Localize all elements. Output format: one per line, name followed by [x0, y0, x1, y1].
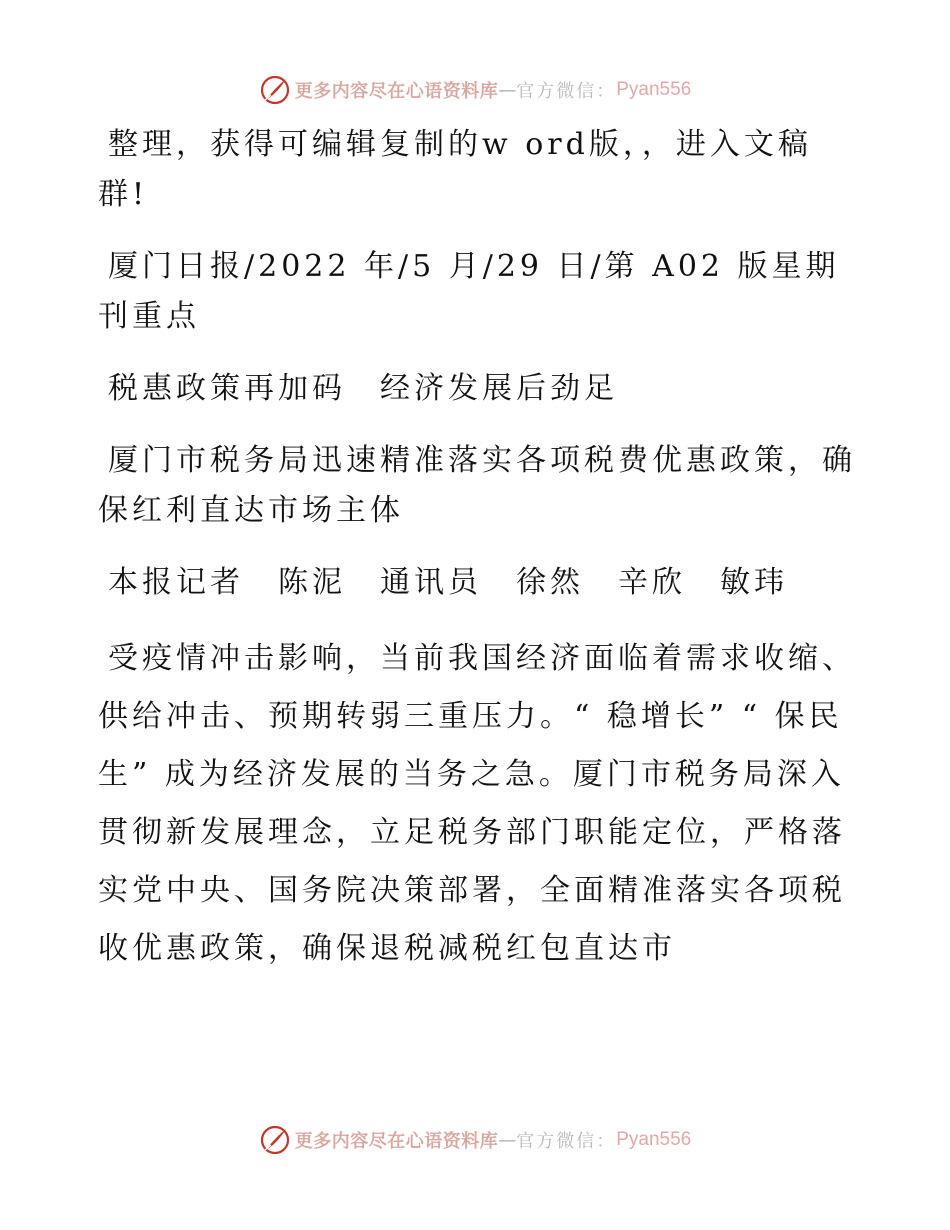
intro-paragraph	[98, 120, 858, 220]
byline-text: 本报记者 陈泥 通讯员 徐然 辛欣 敏玮	[108, 565, 788, 600]
feather-pen-logo-icon	[259, 1124, 291, 1156]
byline-paragraph	[98, 558, 858, 608]
watermark-separator: —	[498, 79, 517, 101]
document-body	[98, 120, 858, 1000]
headline-paragraph	[98, 364, 858, 414]
feather-pen-logo-icon	[259, 74, 291, 106]
watermark-main-text: 更多内容尽在心语资料库	[294, 81, 499, 102]
subheadline-text: 厦门市税务局迅速精准落实各项税费优惠政策，确保红利直达市场主体	[98, 443, 856, 528]
source-text: 厦门日报/2022 年/5 月/29 日/第 A02 版星期刊重点	[98, 249, 840, 334]
watermark-separator: —	[498, 1129, 517, 1151]
body-paragraph	[98, 630, 858, 978]
watermark-main-text: 更多内容尽在心语资料库	[294, 1131, 499, 1152]
source-paragraph	[98, 242, 858, 342]
body-text: 受疫情冲击影响，当前我国经济面临着需求收缩、供给冲击、预期转弱三重压力。“ 稳增长” “ 保民生” 成为经济发展的当务之急。厦门市税务局深入贯彻新发展理念，立足税务部门职能定位，严格落实党中央、国务院决策部署，全面精准落实各项税收优惠政策，确保退税减税红包直达市	[98, 641, 856, 966]
watermark-wechat-id: Pyan556	[616, 79, 692, 100]
footer-watermark	[0, 1122, 950, 1158]
header-watermark	[0, 72, 950, 108]
intro-text: 整理，获得可编辑复制的w ord版，，进入文稿群!	[98, 127, 812, 212]
watermark-official-label: 官方微信：	[516, 81, 617, 102]
subheadline-paragraph	[98, 436, 858, 536]
watermark-wechat-id: Pyan556	[616, 1129, 692, 1150]
headline-text: 税惠政策再加码 经济发展后劲足	[108, 371, 618, 406]
watermark-official-label: 官方微信：	[516, 1131, 617, 1152]
